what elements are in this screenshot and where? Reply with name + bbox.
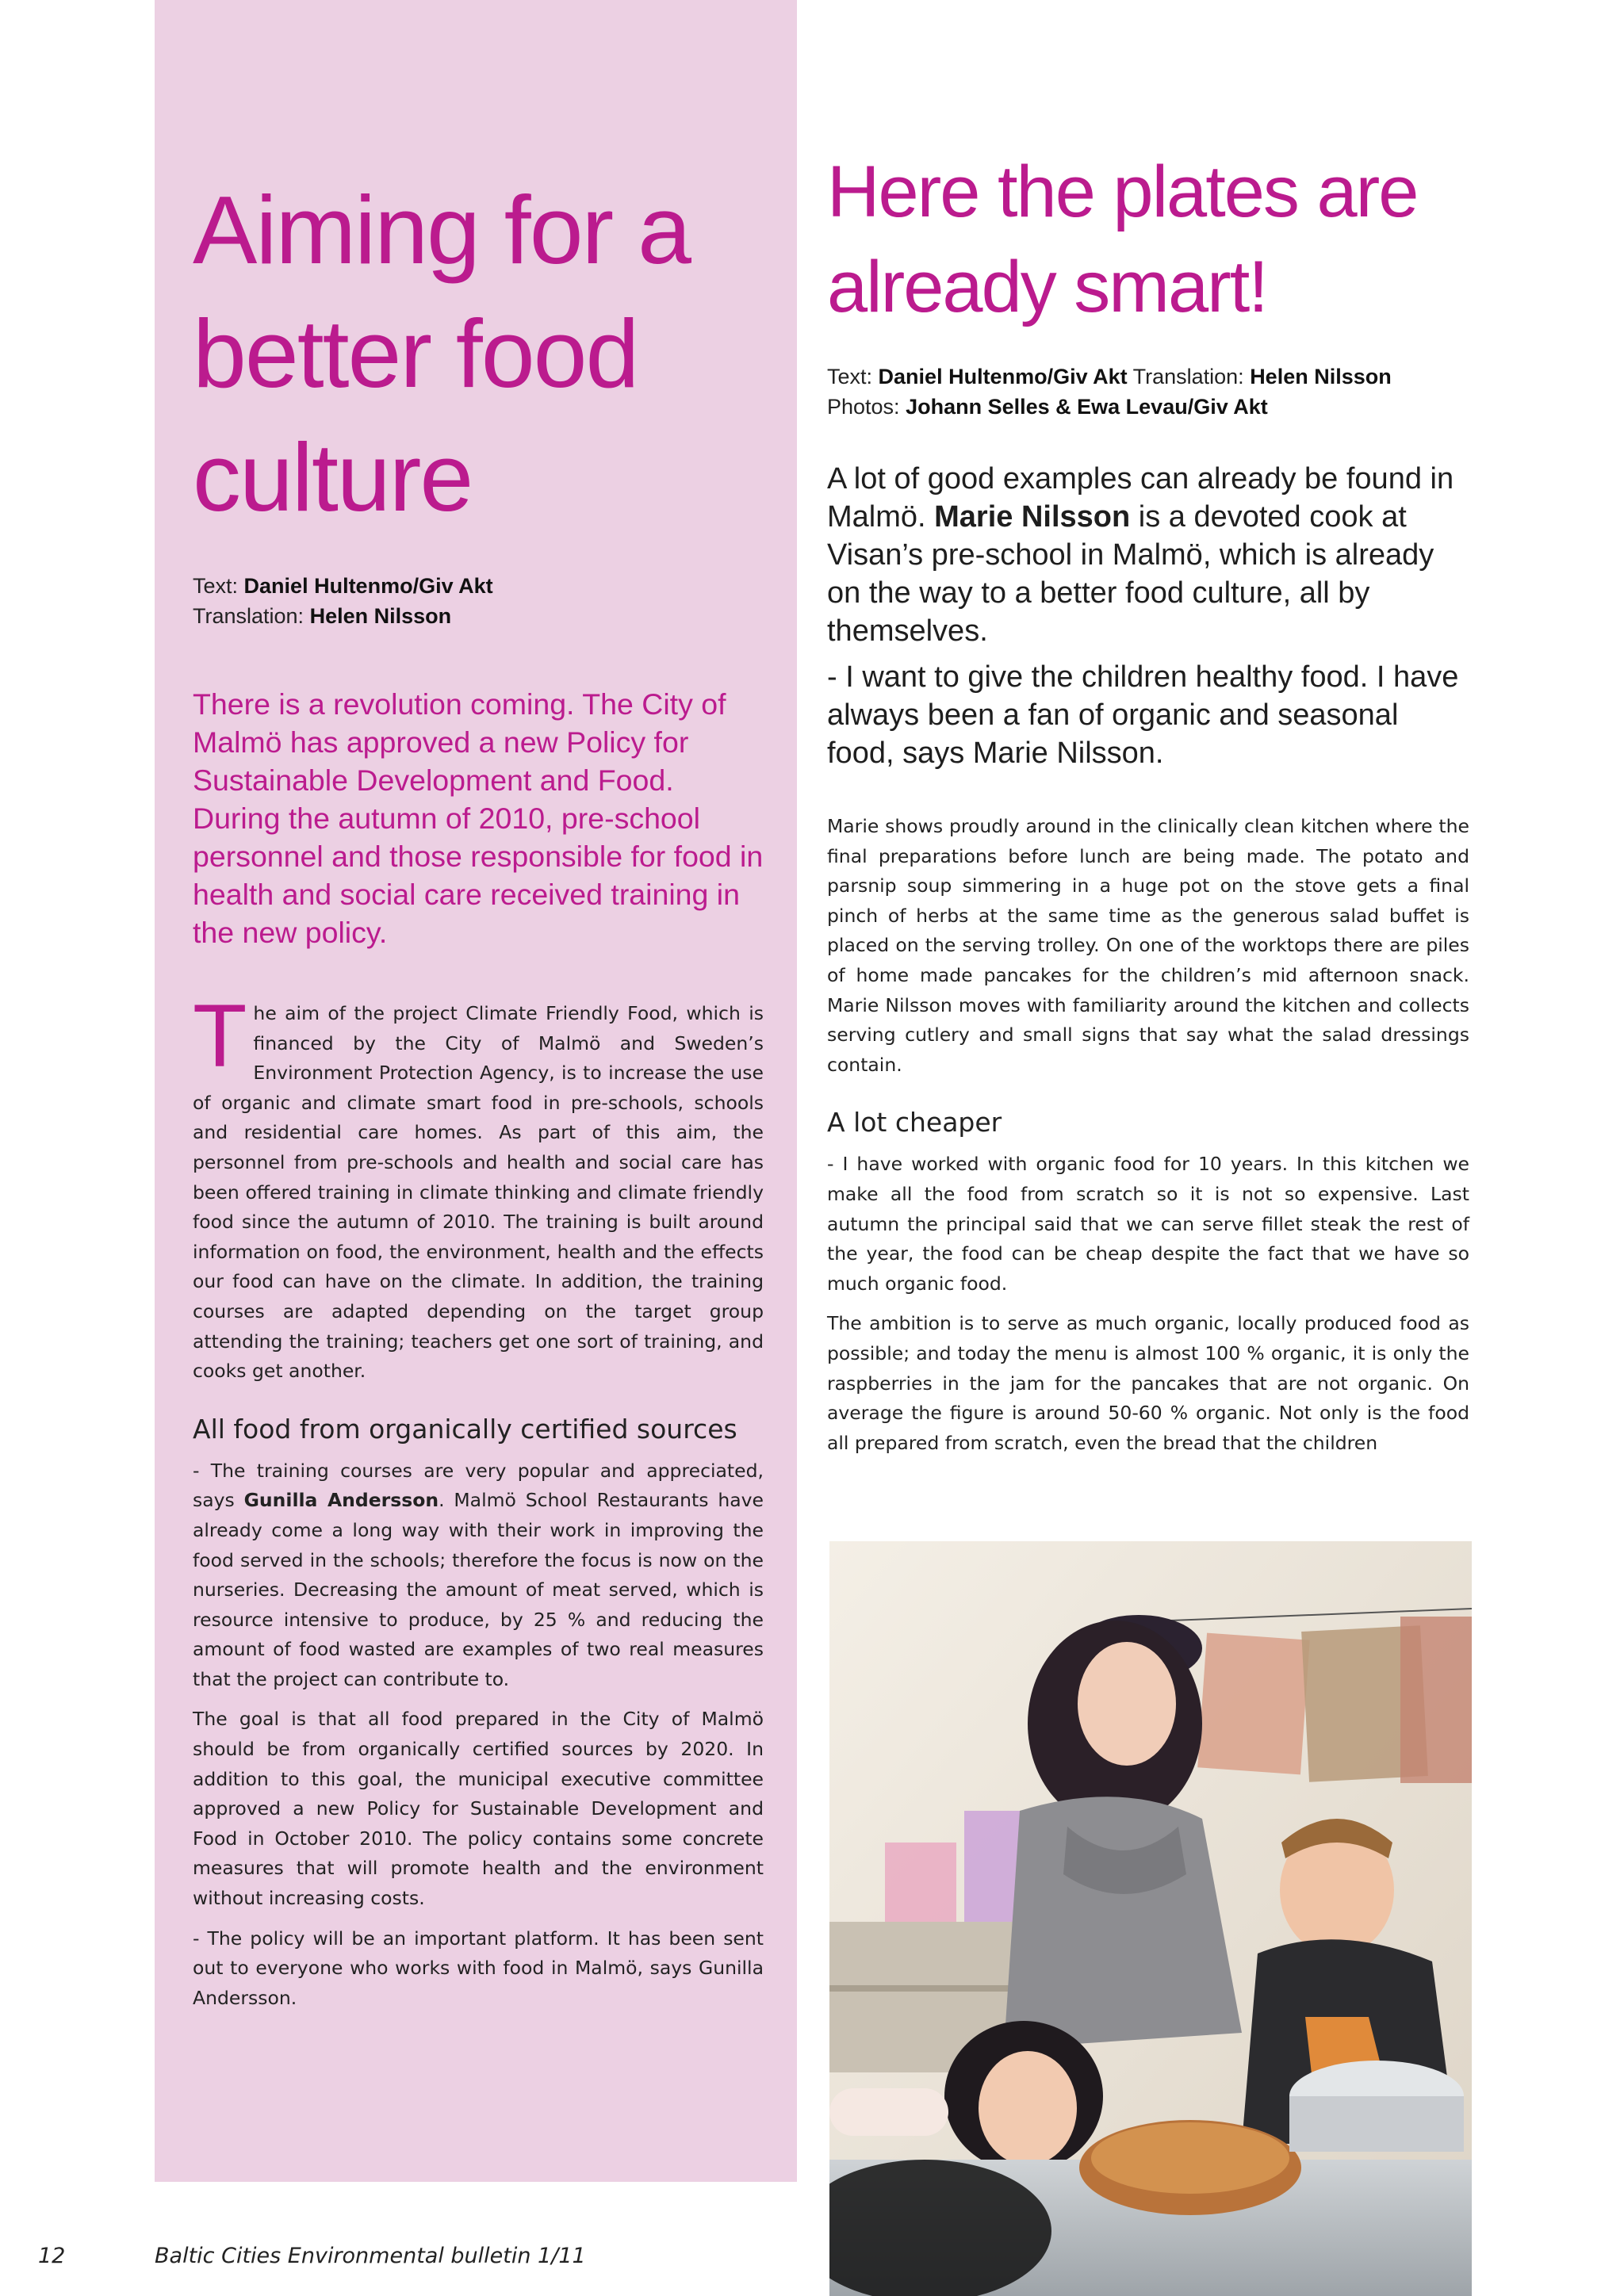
kitchen-photo	[829, 1541, 1472, 2296]
credit-translation-label: Translation:	[193, 604, 304, 628]
right-headline	[827, 144, 1469, 335]
left-headline-line-3: culture	[193, 423, 473, 531]
right-intro-1-end: is a devoted cook at Visan’s pre-school in Malmö, which is already on the way to a better food culture, all by themselves.	[827, 500, 1434, 648]
left-paragraph-2-start: - The training courses are very popular and appreciated, says	[193, 1459, 764, 1512]
right-subheading: A lot cheaper	[827, 1107, 1002, 1138]
right-paragraph-1: Marie shows proudly around in the clinically clean kitchen where the final preparations before lunch are being made. The potato and parsnip soup simmering in a huge pot on the stove gets a final pinch of herbs at the same time as the generous salad buffet is placed on the serving trolley. On one of the worktops there are piles of home made pancakes for the children’s mid afternoon snack. Marie Nilsson moves with familiarity around the kitchen and collects serving cutlery and small signs that say what the salad dressings contain.	[827, 815, 1469, 1076]
right-credits	[827, 362, 1469, 422]
left-paragraph-4: - The policy will be an important platform. It has been sent out to everyone who works with food in Malmö, says Gunilla Andersson.	[193, 1927, 764, 2009]
left-paragraph-2-name: Gunilla Andersson	[243, 1489, 439, 1512]
left-headline-line-2: better food	[193, 300, 638, 408]
credit-text-label: Text:	[827, 365, 873, 388]
left-article	[193, 168, 764, 2023]
right-intro-1-name: Marie Nilsson	[934, 500, 1131, 534]
right-paragraph-3: The ambition is to serve as much organic, locally produced food as possible; and today the menu is almost 100 % organic, it is only the raspberries in the jam for the pancakes that are not organic. On average the figure is around 50-60 % organic. Not only is the food all prepared from scratch, even the bread that the children	[827, 1312, 1469, 1454]
right-intro-1	[827, 460, 1469, 650]
left-paragraph-1-text: he aim of the project Climate Friendly Food, which is financed by the City of Malmö and Sweden’s Environment Protection Agency, is to increase the use of organic and climate smart food in pre-schools, schools and residential care homes. As part of this aim, the personnel from pre-schools and health and social care has been offered training in climate thinking and climate friendly food since the autumn of 2010. The training is built around information on food, the environment, health and the effects our food can have on the climate. In addition, the training courses are adapted depending on the target group attending the training; teachers get one sort of training, and cooks get another.	[193, 1002, 764, 1383]
right-intro-2: - I want to give the children healthy food. I have always been a fan of organic and seasonal food, says Marie Nilsson.	[827, 660, 1459, 770]
credit-text-label: Text:	[193, 574, 239, 598]
credit-translator: Helen Nilsson	[309, 604, 452, 628]
left-headline	[193, 168, 764, 539]
credit-translator: Helen Nilsson	[1250, 365, 1392, 388]
right-article	[827, 144, 1469, 1468]
left-subheading: All food from organically certified sources	[193, 1413, 737, 1445]
left-paragraph-2	[193, 1456, 764, 1695]
right-headline-line-2: already smart!	[827, 247, 1267, 327]
kitchen-photo-illustration	[829, 1541, 1472, 2296]
left-paragraph-3: The goal is that all food prepared in the City of Malmö should be from organically certified sources by 2020. In addition to this goal, the municipal executive committee approved a new Policy for Sustainable Development and Food in October 2010. The policy contains some concrete measures that will promote health and the environment without increasing costs.	[193, 1708, 764, 1910]
left-headline-line-1: Aiming for a	[193, 176, 690, 284]
right-credit-text	[827, 362, 1469, 392]
page-number: 12	[38, 2244, 66, 2268]
credit-photos-label: Photos:	[827, 395, 900, 419]
left-credit-text	[193, 571, 764, 601]
left-paragraph-2-end: . Malmö School Restaurants have already come a long way with their work in improving the food served in the schools; therefore the focus is now on the nurseries. Decreasing the amount of meat served, which is resource intensive to produce, by 25 % and reducing the amount of food wasted are examples of two real measures that the project can contribute to.	[193, 1489, 764, 1690]
right-headline-line-1: Here the plates are	[827, 151, 1418, 232]
left-credit-translation	[193, 601, 764, 631]
drop-cap: T	[193, 986, 247, 1085]
publication-title: Baltic Cities Environmental bulletin 1/11	[155, 2244, 586, 2268]
right-intro-1-start: A lot of good examples can already be found in Malmö.	[827, 462, 1454, 534]
credit-photographers: Johann Selles & Ewa Levau/Giv Akt	[906, 395, 1268, 419]
left-intro: There is a revolution coming. The City of Malmö has approved a new Policy for Sustainable Development and Food. During the autumn of 2010, pre-school personnel and those responsible for food in health and social care received training in the new policy.	[193, 687, 764, 949]
right-credit-photos	[827, 392, 1469, 422]
left-credits	[193, 571, 764, 631]
credit-translation-label: Translation:	[1132, 365, 1244, 388]
credit-text-author: Daniel Hultenmo/Giv Akt	[243, 574, 493, 598]
left-paragraph-1	[193, 986, 764, 1387]
credit-text-author: Daniel Hultenmo/Giv Akt	[878, 365, 1128, 388]
right-paragraph-2: - I have worked with organic food for 10 years. In this kitchen we make all the food from scratch so it is not so expensive. Last autumn the principal said that we can serve fillet steak the rest of the year, the food can be cheap despite the fact that we have so much organic food.	[827, 1153, 1469, 1295]
